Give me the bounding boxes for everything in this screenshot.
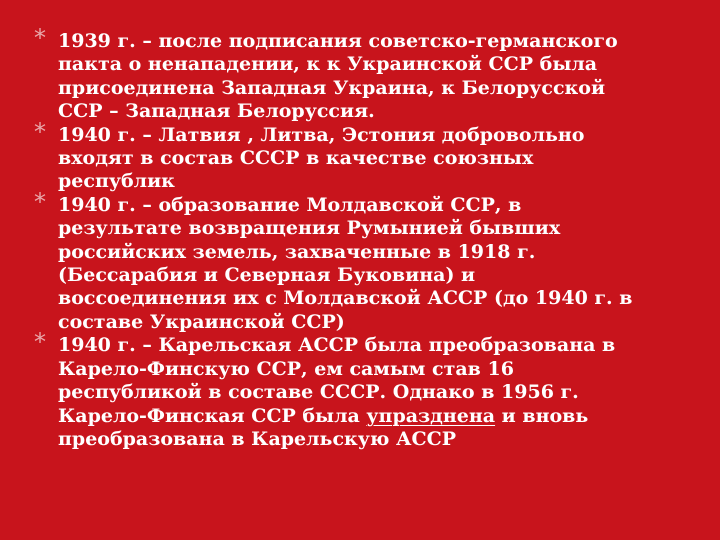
list-item-line: воссоединения их с Молдавской АССР (до 1940 г. в (58, 287, 633, 310)
list-item-line: Карело-Финскую ССР, ем самым став 16 (58, 357, 514, 380)
list-item-line: результате возвращения Румынией бывших (58, 217, 561, 240)
list-item-line: (Бессарабия и Северная Буковина) и (58, 264, 476, 287)
list-item-line: пакта о ненападении, к к Украинской ССР была (58, 53, 598, 76)
list-item-line: республикой в составе СССР. Однако в 1956 г. (58, 381, 579, 404)
list-item-line: 1940 г. – Латвия , Литва, Эстония добровольно (58, 123, 585, 146)
list-item-line: входят в состав СССР в качестве союзных (58, 147, 534, 170)
bullet-list (34, 24, 694, 451)
bullet-marker-icon: * (34, 117, 46, 146)
list-item (34, 117, 694, 194)
line-text: и вновь (495, 404, 589, 427)
list-item-line: 1940 г. – Карельская АССР была преобразована в (58, 334, 616, 357)
list-item-line: российских земель, захваченные в 1918 г. (58, 240, 536, 263)
line-text: Карело-Финская ССР была (58, 404, 367, 427)
list-item-line: преобразована в Карельскую АССР (58, 427, 456, 450)
list-item-line: ССР – Западная Белоруссия. (58, 100, 375, 123)
list-item (34, 24, 694, 124)
bullet-marker-icon: * (34, 328, 46, 357)
list-item-line: присоединена Западная Украина, к Белорусской (58, 76, 606, 99)
list-item (34, 328, 694, 451)
underlined-word: упразднена (366, 404, 496, 427)
bullet-marker-icon: * (34, 24, 46, 52)
bullet-marker-icon: * (34, 187, 46, 216)
list-item-line: 1939 г. – после подписания советско-германского (58, 30, 618, 52)
list-item-line-with-link (58, 405, 694, 428)
list-item-line: республик (58, 170, 175, 193)
list-item (34, 187, 694, 334)
list-item-line: составе Украинской ССР) (58, 310, 345, 333)
list-item-line: 1940 г. – образование Молдавской ССР, в (58, 193, 522, 216)
